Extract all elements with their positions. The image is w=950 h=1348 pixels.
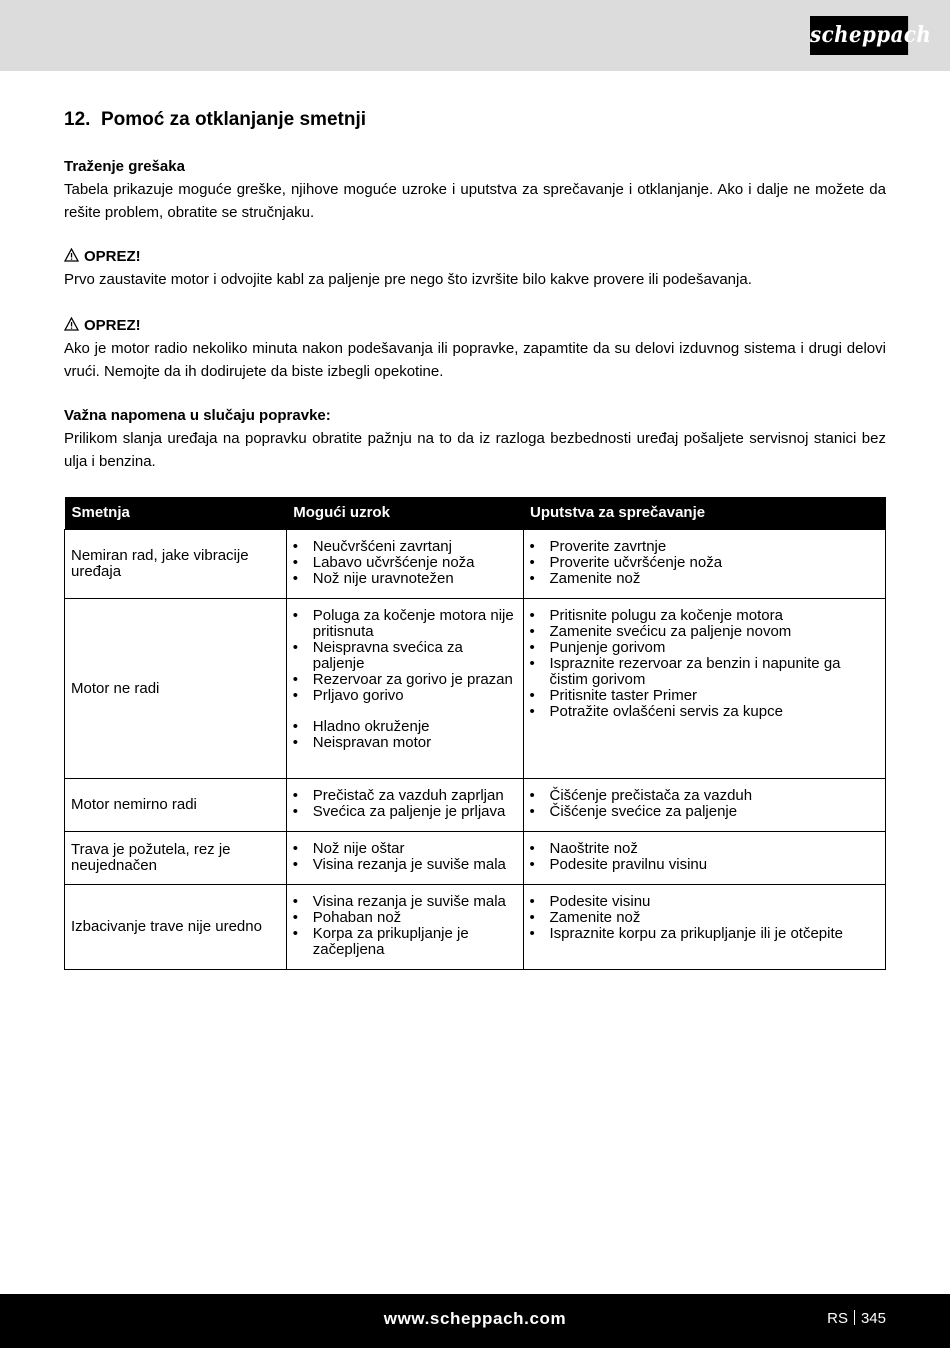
intro-text: Tabela prikazuje moguće greške, njihove moguće uzroke i uputstva za sprečavanje i otklanjanje. Ako i dalje ne možete da rešite problem, obratite se stručnjaku. — [64, 181, 886, 221]
remedy-cell — [523, 832, 886, 885]
table-row — [65, 885, 886, 970]
cause-item: • Visina rezanja je suviše mala — [293, 894, 517, 910]
cause-item: • Nož nije oštar — [293, 841, 517, 857]
cause-item: • Hladno okruženje — [293, 719, 517, 735]
cause-cell — [286, 779, 523, 832]
warning-icon — [64, 317, 79, 331]
remedy-item: • Ispraznite korpu za prikupljanje ili je otčepite — [530, 926, 880, 942]
caution-label-1: OPREZ! — [84, 248, 141, 265]
remedy-item: • Proverite učvršćenje noža — [530, 555, 880, 571]
scheppach-logo: scheppach — [810, 16, 908, 55]
caution-section-1 — [64, 245, 886, 291]
problem-cell: Izbacivanje trave nije uredno — [65, 885, 287, 970]
language-code: RS — [827, 1310, 848, 1327]
section-title-text: Pomoć za otklanjanje smetnji — [100, 109, 367, 130]
problem-cell: Trava je požutela, rez je neujednačen — [65, 832, 287, 885]
page-number-value: 345 — [860, 1310, 886, 1327]
cause-item: • Svećica za paljenje je prljava — [293, 804, 517, 820]
problem-cell: Motor nemirno radi — [65, 779, 287, 832]
table-row — [65, 779, 886, 832]
cause-cell — [286, 885, 523, 970]
intro-heading: Traženje grešaka — [64, 158, 185, 175]
divider — [854, 1310, 855, 1325]
cause-item: • Prečistač za vazduh zaprljan — [293, 788, 517, 804]
remedy-cell — [523, 599, 886, 779]
cause-item: • Nož nije uravnotežen — [293, 571, 517, 587]
remedy-item: • Proverite zavrtnje — [530, 539, 880, 555]
cause-item: • Labavo učvršćenje noža — [293, 555, 517, 571]
table-row — [65, 599, 886, 779]
remedy-item: • Pritisnite taster Primer — [530, 688, 880, 704]
remedy-item: • Podesite visinu — [530, 894, 880, 910]
page-footer — [0, 1294, 950, 1348]
page-header — [0, 0, 950, 71]
header-remedy: Uputstva za sprečavanje — [523, 497, 886, 530]
cause-item: • Poluga za kočenje motora nije pritisnuta — [293, 608, 517, 640]
remedy-item: • Zamenite nož — [530, 910, 880, 926]
cause-item: • Korpa za prikupljanje je začepljena — [293, 926, 517, 958]
cause-item: • Neispravan motor — [293, 735, 517, 751]
footer-url[interactable]: www.scheppach.com — [383, 1309, 567, 1328]
remedy-item: • Čišćenje svećice za paljenje — [530, 804, 880, 820]
page-number — [827, 1310, 886, 1327]
repair-note-text: Prilikom slanja uređaja na popravku obratite pažnju na to da iz razloga bezbednosti uređaj pošaljete servisnoj stanici bez ulja i benzina. — [64, 430, 886, 470]
section-title — [64, 108, 366, 132]
caution-heading-1 — [64, 245, 886, 268]
remedy-cell — [523, 779, 886, 832]
remedy-item: • Podesite pravilnu visinu — [530, 857, 880, 873]
header-problem: Smetnja — [65, 497, 287, 530]
caution-label-2: OPREZ! — [84, 317, 141, 334]
troubleshooting-table — [64, 497, 886, 970]
repair-note-section — [64, 404, 886, 473]
cause-item: • Pohaban nož — [293, 910, 517, 926]
cause-item: • Neispravna svećica za paljenje — [293, 640, 517, 672]
remedy-cell — [523, 530, 886, 599]
caution-text-1: Prvo zaustavite motor i odvojite kabl za paljenje pre nego što izvršite bilo kakve provere ili podešavanja. — [64, 271, 752, 288]
repair-note-heading: Važna napomena u slučaju popravke: — [64, 407, 331, 424]
remedy-item: • Pritisnite polugu za kočenje motora — [530, 608, 880, 624]
cause-item: • Prljavo gorivo — [293, 688, 517, 704]
remedy-item: • Ispraznite rezervoar za benzin i napunite ga čistim gorivom — [530, 656, 880, 688]
caution-section-2 — [64, 314, 886, 383]
cause-item: • Visina rezanja je suviše mala — [293, 857, 517, 873]
section-number: 12. — [64, 109, 91, 130]
remedy-item: • Naoštrite nož — [530, 841, 880, 857]
table-row — [65, 530, 886, 599]
cause-item: • Neučvršćeni zavrtanj — [293, 539, 517, 555]
remedy-item: • Čišćenje prečistača za vazduh — [530, 788, 880, 804]
problem-cell: Nemiran rad, jake vibracije uređaja — [65, 530, 287, 599]
header-cause: Mogući uzrok — [286, 497, 523, 530]
intro-section — [64, 155, 886, 224]
remedy-item: • Zamenite svećicu za paljenje novom — [530, 624, 880, 640]
caution-text-2: Ako je motor radio nekoliko minuta nakon podešavanja ili popravke, zapamtite da su delovi izduvnog sistema i drugi delovi vrući. Nemojte da ih dodirujete da biste izbegli opekotine. — [64, 340, 886, 380]
table-row — [65, 832, 886, 885]
table-header-row — [65, 497, 886, 530]
cause-item: • Rezervoar za gorivo je prazan — [293, 672, 517, 688]
remedy-item: • Zamenite nož — [530, 571, 880, 587]
remedy-item: • Potražite ovlašćeni servis za kupce — [530, 704, 880, 720]
cause-cell — [286, 832, 523, 885]
cause-cell — [286, 599, 523, 779]
remedy-cell — [523, 885, 886, 970]
caution-heading-2 — [64, 314, 886, 337]
problem-cell: Motor ne radi — [65, 599, 287, 779]
cause-cell — [286, 530, 523, 599]
warning-icon — [64, 248, 79, 262]
remedy-item: • Punjenje gorivom — [530, 640, 880, 656]
